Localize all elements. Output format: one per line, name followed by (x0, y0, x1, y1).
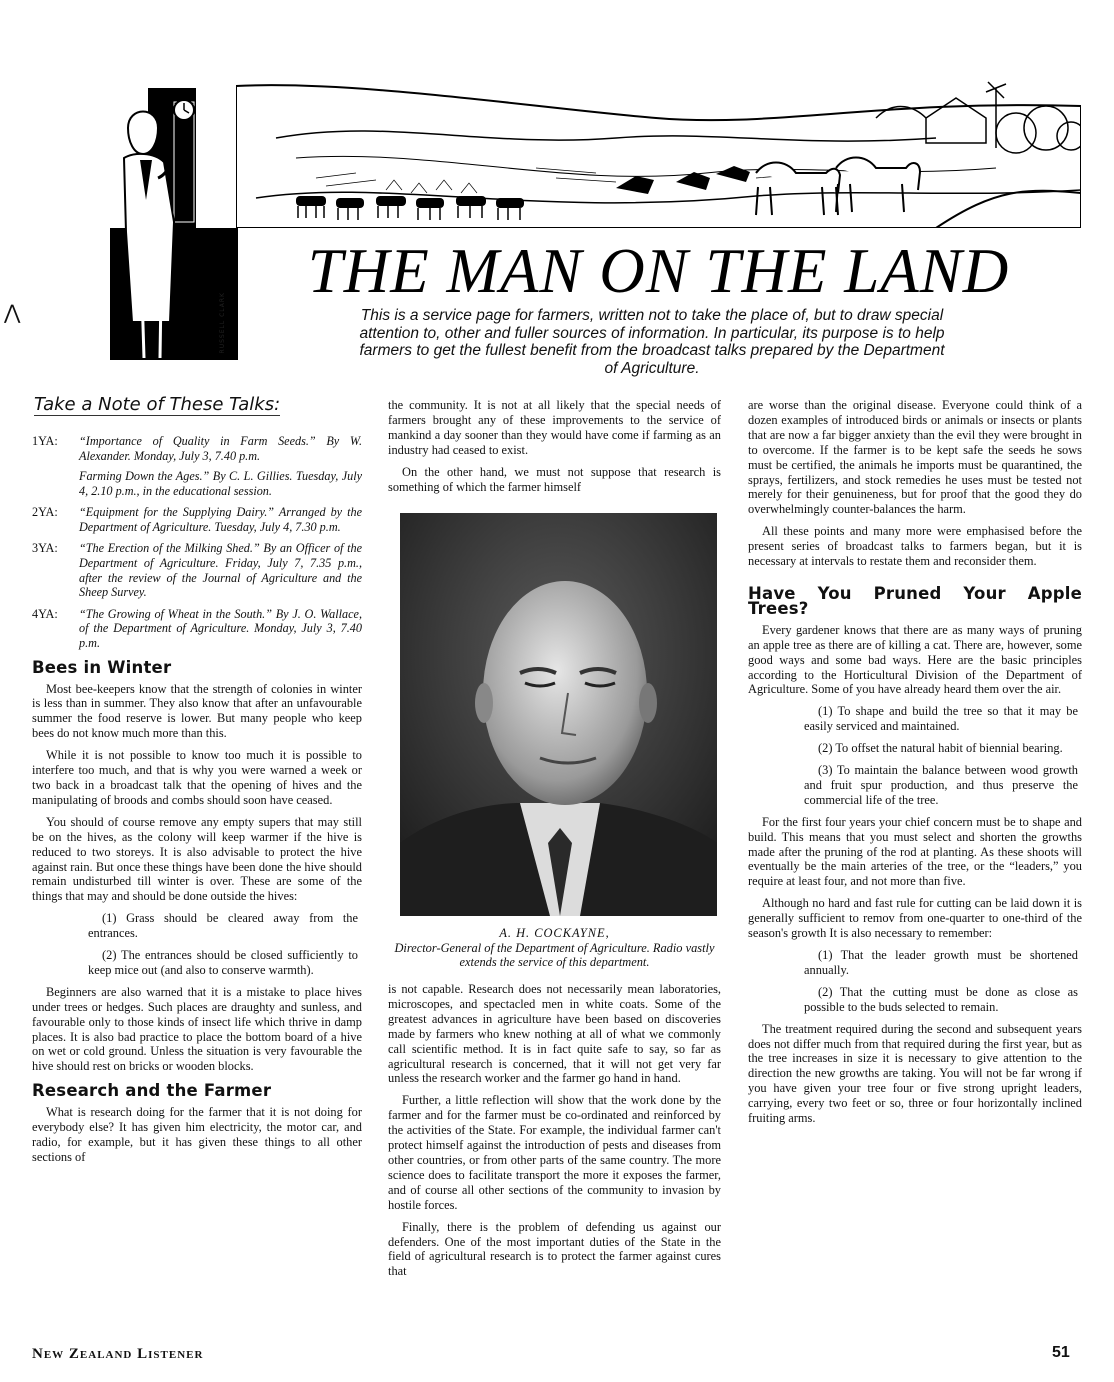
research-paragraph: Finally, there is the problem of defending us against our defenders. One of the most important duties of the State in the field of agricultural research is to protect the farmer against cures that (388, 1219, 721, 1279)
bees-list-item: (2) The entrances should be closed sufficiently to keep mice out (and also to conserve warmth). (88, 948, 358, 977)
artist-signature: RUSSELL CLARK (219, 292, 226, 354)
research-heading: Research and the Farmer (32, 1081, 272, 1101)
farm-landscape-illustration (236, 78, 1081, 228)
apple-paragraph: The treatment required during the second and subsequent years does not differ much from that required during the first year, but as the tree increases in size it is necessary to give attention to the direction the new growths are taking. You will not be far wrong if you have given your tree four or five strong upright leaders, carrying, every two feet or so, three or four horizontally inclined fruiting arms. (748, 1021, 1082, 1126)
bees-paragraph: Most bee-keepers know that the strength of colonies in winter is less than in summer. They also know that after an unfavourable summer the food reserve is lower. But many people who keep bees do not know much more than this. (32, 681, 362, 741)
station-label: 1YA: (32, 433, 58, 448)
bees-heading: Bees in Winter (32, 657, 172, 677)
column-2-continued (388, 982, 721, 1286)
talks-heading: Take a Note of These Talks: (34, 394, 281, 415)
apple-paragraph: Although no hard and fast rule for cutting can be laid down it is generally sufficient to remov from one-quarter to one-third of the season's growth It is also necessary to remember: (748, 896, 1082, 941)
publication-name: New Zealand Listener (32, 1346, 204, 1362)
talk-item-1ya (32, 434, 362, 498)
column-3 (748, 398, 1082, 1133)
bird-mark: ⋀ (4, 302, 21, 324)
talk-text: “The Growing of Wheat in the South.” By J. O. Wallace, of the Department of Agriculture. Monday, July 3, 7.40 p.m. (79, 606, 362, 651)
bees-list-item: (1) Grass should be cleared away from the entrances. (88, 911, 358, 941)
research-paragraph: the community. It is not at all likely that the special needs of farmers brought any of these improvements to the service of mankind a day sooner than they would have come if farming as an industry had ceased to exist. (388, 398, 721, 457)
page-number: 51 (1052, 1344, 1070, 1361)
apple-list-item: (1) To shape and build the tree so that it may be easily serviced and maintained. (804, 704, 1078, 734)
talk-item-4ya (32, 607, 362, 651)
station-label: 4YA: (32, 606, 58, 621)
station-label: 3YA: (32, 541, 58, 556)
bees-paragraph: You should of course remove any empty supers that may still be on the hives, as the colony will keep warmer if the hive is reduced to two storeys. It is also advisable to protect the hive against rain. But once these things have been done the hive should remain undisturbed till winter is over. These are some of the things that may and should be done outside the hives: (32, 814, 362, 904)
column-1 (32, 394, 362, 1172)
station-label: 2YA: (32, 505, 58, 520)
apple-list-item: (3) To maintain the balance between wood growth and fruit spur production, and thus preserve the commercial life of the tree. (804, 763, 1078, 807)
research-paragraph: What is research doing for the farmer that it is not doing for everybody else? It has given him electricity, the motor car, and radio, for example, but it has given these things to all other sections of (32, 1105, 362, 1164)
page-title: THE MAN ON THE LAND (307, 236, 1010, 306)
photo-subject-name: A. H. COCKAYNE, (499, 926, 610, 940)
research-paragraph: On the other hand, we must not suppose that research is something of which the farmer himself (388, 464, 721, 494)
research-paragraph: is not capable. Research does not necessarily mean laboratories, microscopes, and spectacled men in white coats. Some of the greatest advances in agriculture have been based on discoveries made by farmers who knew nothing at all of what we commonly call scientific method. It is in fact quite safe to say, so far as agricultural research is concerned, that it will not get very far unless the research worker and the farmer go hand in hand. (388, 982, 721, 1086)
bees-paragraph: Beginners are also warned that it is a mistake to place hives under trees or hedges. Such places are draughty and sunless, and favourable only to those kinds of insect life which thrive in damp places. It is also bad practice to place the bottom board of a hive on wet or cold ground. Unless the situation is very favourable the hive should rest on bricks or wooden blocks. (32, 984, 362, 1074)
column-2 (388, 398, 721, 501)
research-paragraph: All these points and many more were emphasised before the present series of broadcast talks to farmers began, but it is necessary at intervals to restate them and reconsider them. (748, 524, 1082, 569)
portrait-photo (400, 513, 717, 916)
talk-text: Farming Down the Ages.” By C. L. Gillies. Tuesday, July 4, 2.10 p.m., in the educational session. (79, 469, 362, 498)
talk-text: “Equipment for the Supplying Dairy.” Arranged by the Department of Agriculture. Tuesday, July 4, 7.30 p.m. (79, 505, 362, 534)
photo-caption-text: Director-General of the Department of Agriculture. Radio vastly extends the service of this department. (394, 940, 715, 970)
apple-heading: Have You Pruned Your Apple Trees? (748, 583, 1082, 618)
apple-paragraph: For the first four years your chief concern must be to shape and build. This means that you must select and shorten the growths made after the pruning of the rod at planting. As these shoots will eventually be the main arteries of the tree, or the “leaders,” you require at least four, and not more than five. (748, 814, 1082, 889)
talk-text: “The Erection of the Milking Shed.” By an Officer of the Department of Agriculture. Friday, July 7, 7.35 p.m., after the review of the Journal of Agriculture and the Sheep Survey. (79, 541, 362, 600)
apple-list-item: (2) That the cutting must be done as close as possible to the buds selected to remain. (804, 984, 1078, 1014)
talk-item-3ya (32, 541, 362, 599)
talk-item-2ya (32, 505, 362, 534)
apple-paragraph: Every gardener knows that there are as many ways of pruning an apple tree as there are of killing a cat. There are, however, some good ways and some bad ways. Here are the basic principles according to the Horticultural Division of the Department of Agriculture. Some of you have already heard them over the air. (748, 622, 1082, 697)
intro-paragraph: This is a service page for farmers, written not to take the place of, but to draw special attention to, other and fuller sources of information. In particular, its purpose is to help farmers to get the fullest benefit from the broadcast talks prepared by the Department of Agriculture. (359, 307, 945, 377)
talk-text: “Importance of Quality in Farm Seeds.” By W. Alexander. Monday, July 3, 7.40 p.m. (79, 433, 362, 463)
research-paragraph: are worse than the original disease. Everyone could think of a dozen examples of introduced birds or animals or insects or plants that are now a far bigger anxiety than the evil they were brought in to overcome. If the farmer is to be kept safe the seeds he sows must be certified, the animals he imports must be quarantined, the sprays, fertilizers, and stock remedies he uses must be tested not merely for their genuineness, but for proof that the good they do overwhelmingly counter-balances the harm. (748, 398, 1082, 517)
apple-list-item: (2) To offset the natural habit of biennial bearing. (818, 741, 1063, 756)
research-paragraph: Further, a little reflection will show that the work done by the farmer and for the farmer must be co-ordinated and reinforced by the activities of the State. For example, the individual farmer can't protect himself against the introduction of pests and diseases from other countries, or from other parts of the same country. The more science does to facilitate transport the more it exposes the farmer, and of course all other sections of the community to invasion by hostile forces. (388, 1093, 721, 1212)
bees-paragraph: While it is not possible to know too much it is possible to interfere too much, and that is why you were warned a week or two back in a broadcast talk that the opening of hives and the manipulating of broods and combs should soon have ceased. (32, 748, 362, 807)
photo-caption (388, 926, 721, 970)
apple-list-item: (1) That the leader growth must be shortened annually. (804, 948, 1078, 977)
